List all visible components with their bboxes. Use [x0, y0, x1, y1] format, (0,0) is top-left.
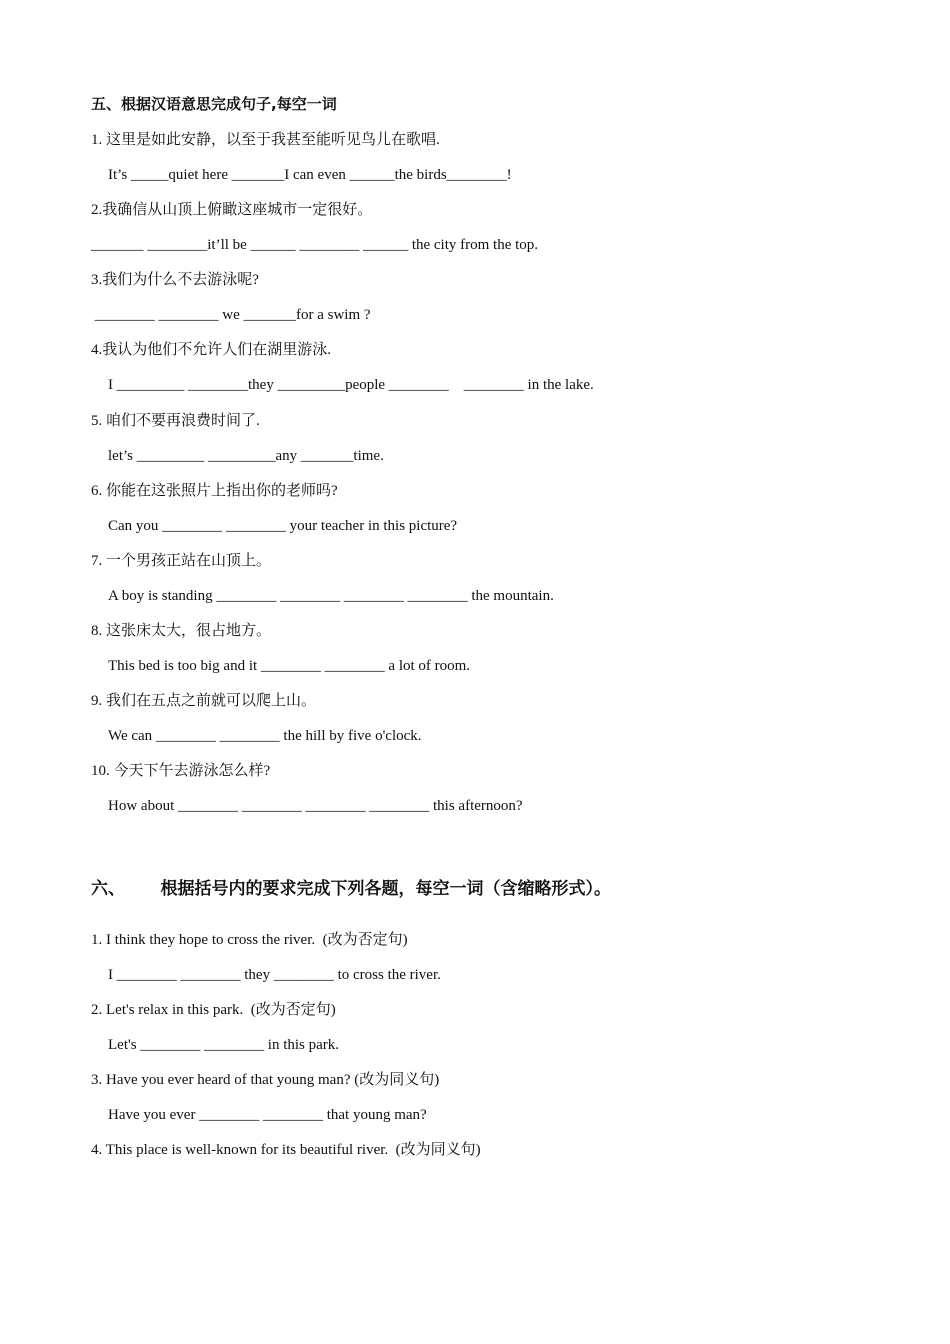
section-5-question-8: 8. 这张床太大，很占地方。: [91, 623, 272, 639]
section-5-answer-8: This bed is too big and it ________ ________ a lot of room.: [108, 658, 471, 674]
section-6-answer-1: I ________ ________ they ________ to cross the river.: [108, 967, 441, 983]
section-5-answer-1: It’s _____quiet here _______I can even ______the birds________!: [108, 167, 512, 183]
section-5-question-3: 3.我们为什么不去游泳呢?: [91, 272, 259, 288]
section-5-answer-4: I _________ ________they _________people ________ ________ in the lake.: [108, 377, 594, 393]
section-5-question-4: 4.我认为他们不允许人们在湖里游泳.: [91, 342, 332, 358]
section-5-answer-6: Can you ________ ________ your teacher in this picture?: [108, 518, 458, 534]
section-5-answer-9: We can ________ ________ the hill by five o'clock.: [108, 728, 422, 744]
section-6-question-1: 1. I think they hope to cross the river. (改为否定句): [91, 932, 408, 948]
section-5-question-10: 10. 今天下午去游泳怎么样?: [91, 763, 271, 779]
section-5-title: 五、根据汉语意思完成句子,每空一词: [91, 95, 337, 113]
section-5-question-1: 1. 这里是如此安静，以至于我甚至能听见鸟儿在歌唱.: [91, 132, 440, 148]
section-6-title: 六、 根据括号内的要求完成下列各题，每空一词（含缩略形式）。: [91, 879, 612, 899]
section-5-question-2: 2.我确信从山顶上俯瞰这座城市一定很好。: [91, 202, 373, 218]
section-6-question-3: 3. Have you ever heard of that young man? (改为同义句): [91, 1072, 440, 1088]
section-6-question-2: 2. Let's relax in this park. (改为否定句): [91, 1002, 336, 1018]
section-6-answer-2: Let's ________ ________ in this park.: [108, 1037, 340, 1053]
section-6-question-4: 4. This place is well-known for its beautiful river. (改为同义句): [91, 1142, 481, 1158]
section-5-answer-3: ________ ________ we _______for a swim ?: [91, 307, 371, 323]
section-5-answer-7: A boy is standing ________ ________ ________ ________ the mountain.: [108, 588, 554, 604]
section-5-answer-10: How about ________ ________ ________ ________ this afternoon?: [108, 798, 523, 814]
section-5-answer-2: _______ ________it’ll be ______ ________ ______ the city from the top.: [91, 237, 539, 253]
section-5-question-5: 5. 咱们不要再浪费时间了.: [91, 413, 260, 429]
section-6-answer-3: Have you ever ________ ________ that young man?: [108, 1107, 427, 1123]
section-5-answer-5: let’s _________ _________any _______time.: [108, 448, 384, 464]
section-5-question-7: 7. 一个男孩正站在山顶上。: [91, 553, 272, 569]
section-5-question-6: 6. 你能在这张照片上指出你的老师吗?: [91, 483, 338, 499]
section-5-question-9: 9. 我们在五点之前就可以爬上山。: [91, 693, 317, 709]
